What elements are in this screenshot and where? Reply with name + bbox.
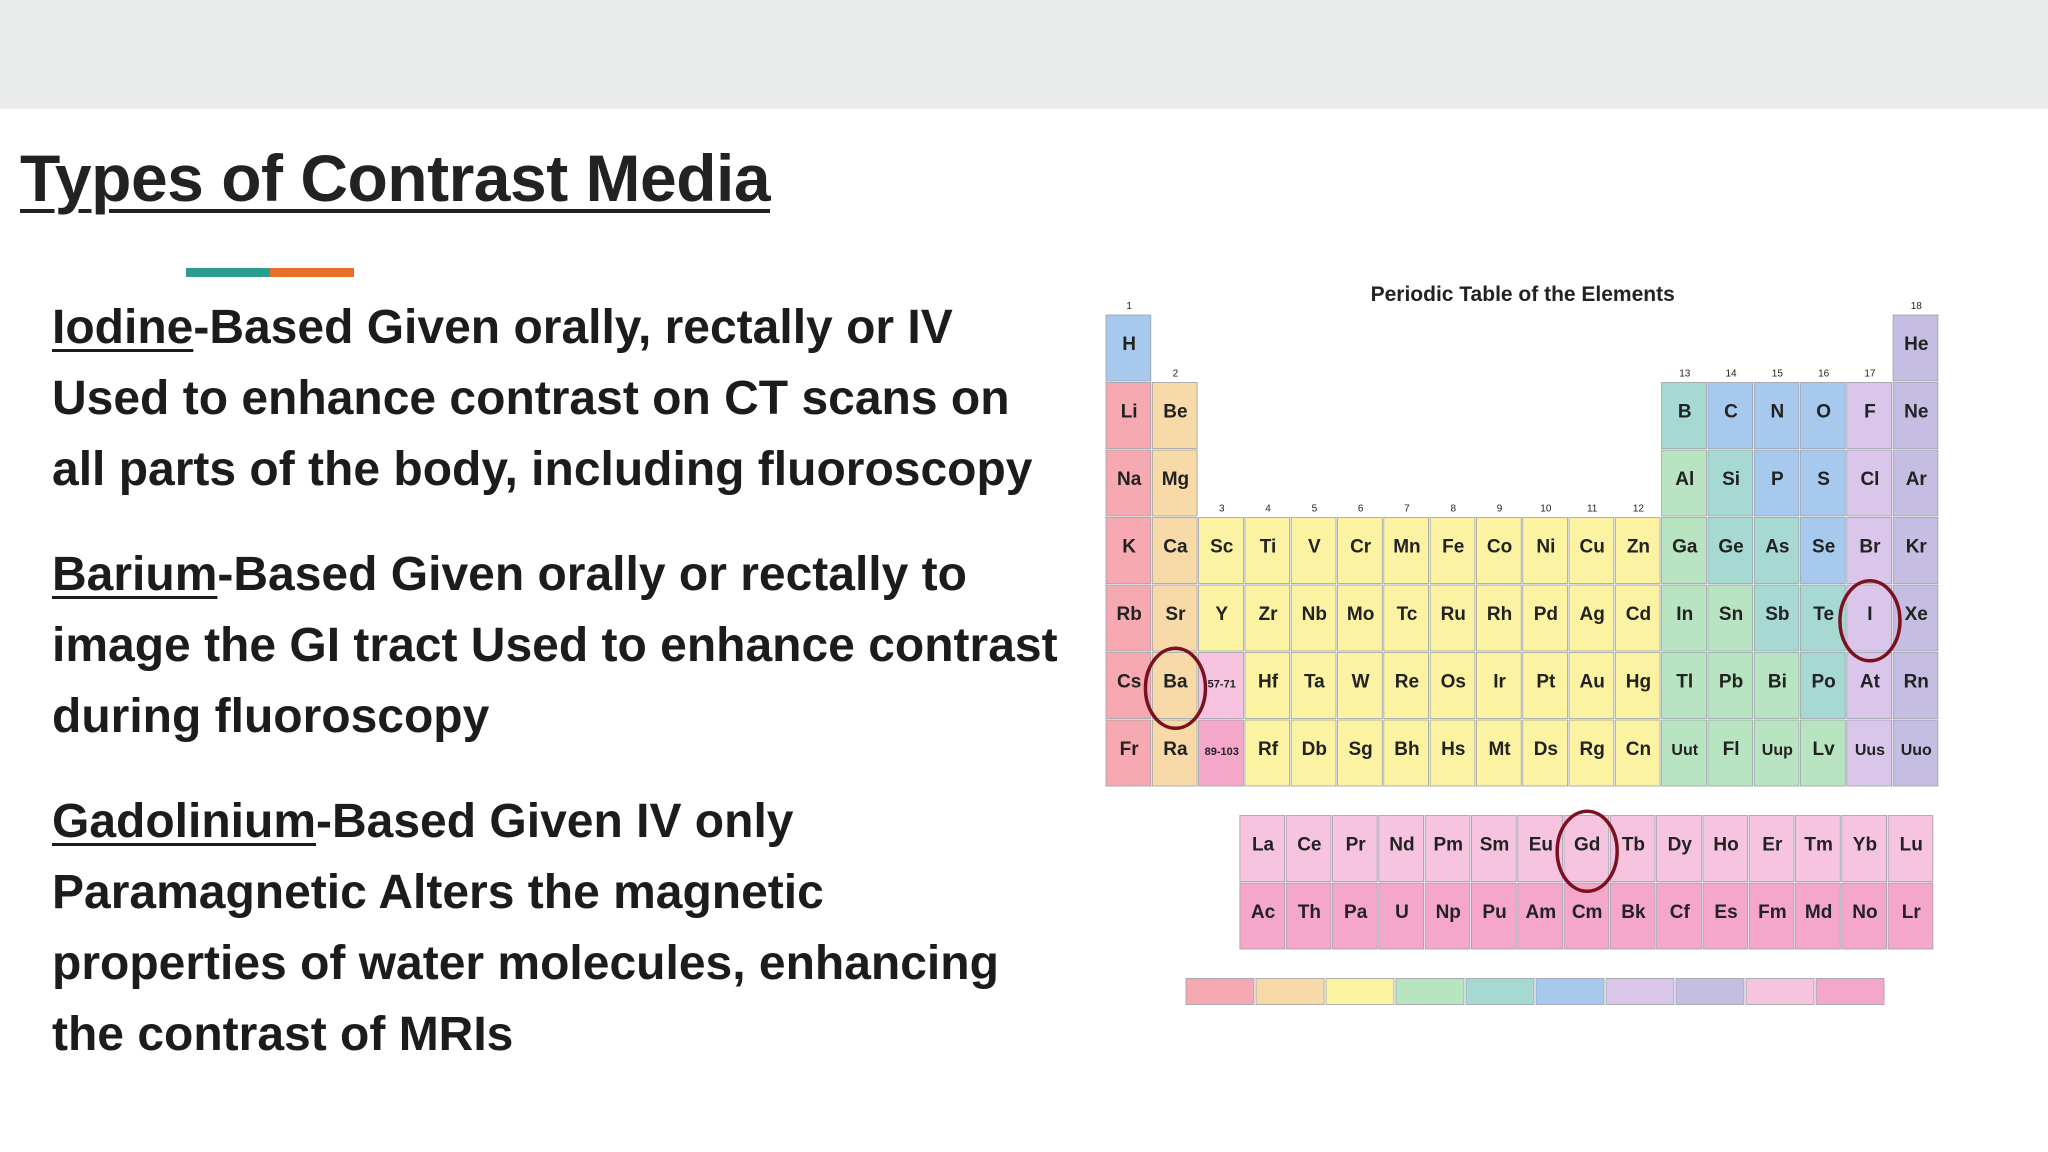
element-symbol-Ra: Ra [1163,739,1188,761]
actinide-symbol-No: No [1852,902,1878,924]
legend-swatch [1536,979,1604,1005]
element-symbol-Mt: Mt [1488,739,1511,761]
lanthanide-symbol-Er: Er [1762,834,1783,856]
group-label-10: 10 [1540,503,1552,515]
element-symbol-At: At [1859,671,1880,693]
element-symbol-Cn: Cn [1625,739,1652,761]
lanthanide-symbol-Tb: Tb [1621,834,1646,856]
element-symbol-Pb: Pb [1718,671,1744,693]
group-label-7: 7 [1404,503,1410,515]
element-symbol-Cu: Cu [1579,536,1605,558]
element-symbol-Ir: Ir [1493,671,1506,693]
legend-swatch [1186,979,1254,1005]
barium-description: -Based Given orally or rectally to image the GI tract Used to enhance contrast during fluoroscopy [52,548,1058,743]
group-label-6: 6 [1357,503,1364,515]
barium-paragraph [52,539,1062,752]
element-symbol-Hs: Hs [1441,739,1466,761]
lanthanide-symbol-Ho: Ho [1713,834,1739,856]
legend-swatch [1816,979,1884,1005]
element-symbol-Pd: Pd [1533,604,1558,626]
actinide-symbol-Md: Md [1804,902,1833,924]
element-symbol-Li: Li [1120,401,1138,423]
element-symbol-Ta: Ta [1303,671,1325,693]
element-symbol-W: W [1351,671,1370,693]
element-symbol-Nb: Nb [1301,604,1328,626]
legend-swatch [1606,979,1674,1005]
element-symbol-Sc: Sc [1210,536,1234,558]
element-symbol-Ag: Ag [1579,604,1605,626]
periodic-table-title: Periodic Table of the Elements [1370,283,1675,306]
element-symbol-Au: Au [1579,671,1605,693]
element-symbol-Uus: Uus [1854,742,1886,760]
element-symbol-Cr: Cr [1350,536,1372,558]
element-symbol-Sn: Sn [1718,604,1744,626]
group-label-18: 18 [1910,301,1922,312]
element-symbol-Xe: Xe [1904,604,1928,626]
element-symbol-N: N [1770,401,1785,423]
element-symbol-Rb: Rb [1116,604,1142,626]
element-symbol-Fl: Fl [1722,739,1740,761]
group-label-14: 14 [1725,368,1737,380]
slide-body [52,292,1062,1104]
legend-swatch [1396,979,1464,1005]
element-symbol-Bh: Bh [1394,739,1420,761]
group-label-13: 13 [1679,368,1691,380]
element-symbol-Se: Se [1812,536,1836,558]
element-symbol-Ni: Ni [1536,536,1556,558]
gadolinium-description: -Based Given IV only Paramagnetic Alters the magnetic properties of water molecules, enhancing the contrast of MRIs [52,795,999,1061]
element-symbol-Ge: Ge [1718,536,1744,558]
element-symbol-Be: Be [1163,401,1188,423]
element-symbol-Sb: Sb [1765,604,1790,626]
element-symbol-Rh: Rh [1486,604,1513,626]
element-symbol-Ca: Ca [1163,536,1188,558]
actinide-symbol-Np: Np [1435,902,1461,924]
periodic-table-image [1066,273,2016,1053]
element-symbol-Zr: Zr [1258,604,1278,626]
gadolinium-keyword: Gadolinium [52,795,316,848]
element-symbol-Tc: Tc [1396,604,1418,626]
element-symbol-Ti: Ti [1259,536,1277,558]
group-label-15: 15 [1771,368,1783,380]
element-symbol-Rg: Rg [1579,739,1605,761]
element-symbol-89-103: 89-103 [1204,746,1239,759]
element-symbol-Y: Y [1215,604,1229,626]
group-label-3: 3 [1218,503,1225,515]
actinide-symbol-Pa: Pa [1344,902,1368,924]
actinide-symbol-Pu: Pu [1482,902,1507,924]
iodine-description: -Based Given orally, rectally or IV Used to enhance contrast on CT scans on all parts of the body, including fluoroscopy [52,301,1033,496]
group-label-8: 8 [1450,503,1457,515]
lanthanide-symbol-Ce: Ce [1297,834,1322,856]
element-symbol-Ar: Ar [1905,469,1927,491]
slide-title: Types of Contrast Media [20,141,771,215]
element-symbol-Sg: Sg [1348,739,1373,761]
element-symbol-V: V [1308,536,1321,558]
element-symbol-B: B [1677,401,1692,423]
element-symbol-Tl: Tl [1676,671,1694,693]
group-label-11: 11 [1586,503,1598,515]
actinide-symbol-Fm: Fm [1758,902,1787,924]
element-symbol-Co: Co [1486,536,1513,558]
group-label-12: 12 [1632,503,1645,515]
legend-swatch [1676,979,1744,1005]
legend-swatch [1256,979,1324,1005]
legend-swatch [1326,979,1394,1005]
element-symbol-C: C [1724,401,1738,423]
element-symbol-Si: Si [1722,469,1741,491]
element-symbol-Re: Re [1394,671,1420,693]
element-symbol-Pt: Pt [1536,671,1556,693]
element-symbol-P: P [1771,469,1784,491]
iodine-paragraph [52,292,1062,505]
element-symbol-Ne: Ne [1904,401,1929,423]
element-symbol-Na: Na [1117,469,1142,491]
element-symbol-Fr: Fr [1119,739,1139,761]
lanthanide-symbol-Lu: Lu [1899,834,1923,856]
periodic-table-svg [1066,273,2016,1053]
element-symbol-Sr: Sr [1165,604,1186,626]
element-symbol-Kr: Kr [1905,536,1927,558]
element-symbol-Db: Db [1301,739,1328,761]
actinide-symbol-Bk: Bk [1621,902,1646,924]
lanthanide-symbol-Gd: Gd [1573,834,1601,856]
lanthanide-symbol-Pr: Pr [1345,834,1366,856]
element-symbol-57-71: 57-71 [1207,678,1236,691]
element-symbol-Uuo: Uuo [1900,742,1932,760]
lanthanide-symbol-Sm: Sm [1479,834,1510,856]
actinide-symbol-Th: Th [1297,902,1321,924]
actinide-symbol-Ac: Ac [1250,902,1276,924]
element-symbol-Mg: Mg [1161,469,1190,491]
actinide-symbol-Lr: Lr [1901,902,1921,924]
element-symbol-Ba: Ba [1163,671,1188,693]
element-symbol-Ga: Ga [1672,536,1698,558]
actinide-symbol-Am: Am [1525,902,1557,924]
element-symbol-Mo: Mo [1346,604,1375,626]
element-symbol-Os: Os [1440,671,1466,693]
element-symbol-Cs: Cs [1117,671,1142,693]
element-symbol-He: He [1904,334,1929,356]
element-symbol-As: As [1765,536,1790,558]
lanthanide-symbol-La: La [1251,834,1275,856]
element-symbol-Te: Te [1813,604,1835,626]
element-symbol-Mn: Mn [1393,536,1421,558]
iodine-keyword: Iodine [52,301,194,354]
barium-keyword: Barium [52,548,218,601]
lanthanide-symbol-Yb: Yb [1852,834,1878,856]
element-symbol-Ds: Ds [1533,739,1558,761]
element-symbol-F: F [1864,401,1876,423]
lanthanide-symbol-Dy: Dy [1667,834,1692,856]
gadolinium-paragraph [52,786,1062,1070]
element-symbol-O: O [1816,401,1832,423]
lanthanide-symbol-Nd: Nd [1389,834,1415,856]
element-symbol-In: In [1676,604,1694,626]
element-symbol-S: S [1817,469,1830,491]
element-symbol-Br: Br [1859,536,1881,558]
element-symbol-H: H [1122,334,1137,356]
group-label-2: 2 [1172,368,1179,380]
group-label-4: 4 [1265,503,1271,515]
element-symbol-Zn: Zn [1626,536,1651,558]
group-label-9: 9 [1496,503,1503,515]
element-symbol-Ru: Ru [1440,604,1466,626]
actinide-symbol-Cm: Cm [1571,902,1603,924]
element-symbol-Cl: Cl [1860,469,1880,491]
element-symbol-Po: Po [1811,671,1836,693]
actinide-symbol-U: U [1395,902,1409,924]
element-symbol-I: I [1867,604,1873,626]
element-symbol-Rn: Rn [1903,671,1929,693]
element-symbol-Fe: Fe [1442,536,1465,558]
actinide-symbol-Cf: Cf [1669,902,1690,924]
lanthanide-symbol-Tm: Tm [1804,834,1833,856]
title-accent-teal [186,268,270,277]
element-symbol-Rf: Rf [1258,739,1279,761]
slide-top-bar [0,0,2048,109]
actinide-symbol-Es: Es [1714,902,1738,924]
legend-swatch [1746,979,1814,1005]
group-label-1: 1 [1126,301,1132,312]
group-label-17: 17 [1864,368,1876,380]
element-symbol-Cd: Cd [1625,604,1652,626]
element-symbol-Al: Al [1675,469,1695,491]
title-accent-orange [270,268,354,277]
element-symbol-K: K [1122,536,1137,558]
element-symbol-Hf: Hf [1258,671,1279,693]
legend-swatch [1466,979,1534,1005]
element-symbol-Lv: Lv [1812,739,1835,761]
group-label-5: 5 [1311,503,1318,515]
element-symbol-Hg: Hg [1625,671,1652,693]
element-symbol-Uut: Uut [1671,742,1699,760]
element-symbol-Uup: Uup [1761,742,1793,760]
group-label-16: 16 [1818,368,1830,380]
lanthanide-symbol-Eu: Eu [1528,834,1553,856]
element-symbol-Bi: Bi [1767,671,1787,693]
lanthanide-symbol-Pm: Pm [1433,834,1464,856]
